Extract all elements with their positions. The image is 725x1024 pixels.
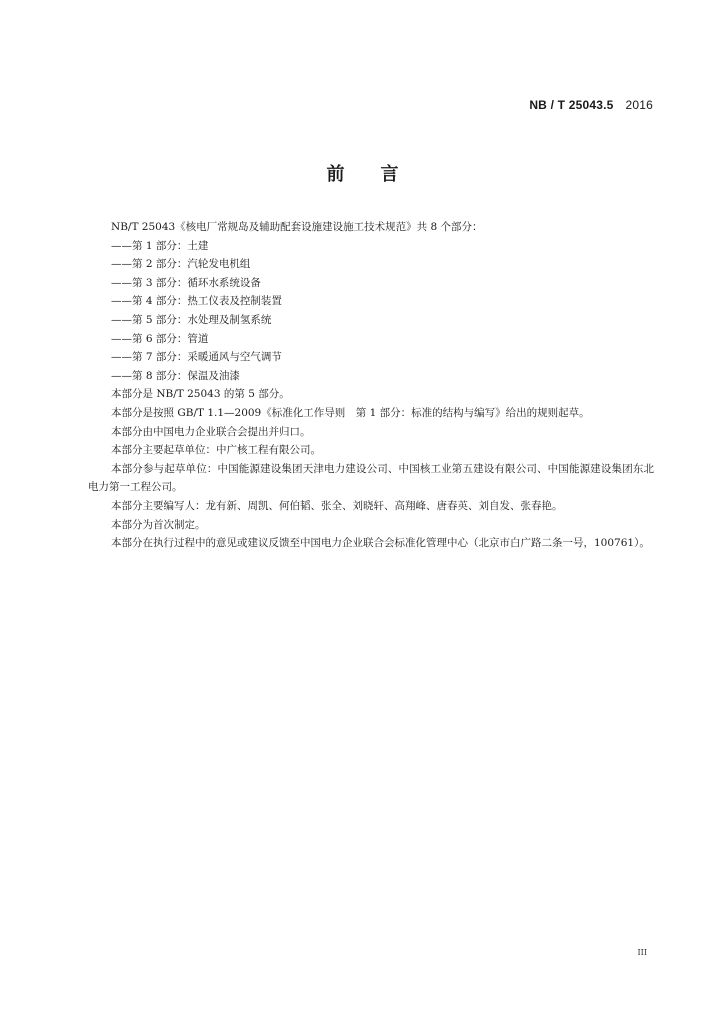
standard-code-header xyxy=(529,98,653,112)
list-item-part-5: ——第 5 部分：水处理及制氢系统 xyxy=(111,313,272,326)
paragraph-main-drafter: 本部分主要起草单位：中广核工程有限公司。 xyxy=(111,444,321,457)
page-title: 前言 xyxy=(326,164,435,185)
paragraph-proposer: 本部分由中国电力企业联合会提出并归口。 xyxy=(111,425,311,438)
list-item-part-4: ——第 4 部分：热工仪表及控制装置 xyxy=(111,295,282,308)
paragraph-authors: 本部分主要编写人：龙有新、周凯、何伯韬、张全、刘晓轩、高翔峰、唐春英、刘自发、张春艳。 xyxy=(111,499,563,512)
list-item-part-7: ——第 7 部分：采暖通风与空气调节 xyxy=(111,351,282,364)
foreword-body xyxy=(88,218,654,553)
list-item-part-6: ——第 6 部分：管道 xyxy=(111,332,209,345)
paragraph-part-statement: 本部分是 NB/T 25043 的第 5 部分。 xyxy=(111,388,290,401)
list-item-part-8: ——第 8 部分：保温及油漆 xyxy=(111,369,240,382)
list-item-part-2: ——第 2 部分：汽轮发电机组 xyxy=(111,258,251,271)
paragraph-drafting-rules: 本部分是按照 GB/T 1.1—2009《标准化工作导则 第 1 部分：标准的结构与编写》给出的规则起草。 xyxy=(111,406,590,419)
paragraph-participants: 本部分参与起草单位：中国能源建设集团天津电力建设公司、中国核工业第五建设有限公司、中国能源建设集团东北电力第一工程公司。 xyxy=(88,462,654,494)
page-number: III xyxy=(637,948,647,957)
paragraph-feedback: 本部分在执行过程中的意见或建议反馈至中国电力企业联合会标准化管理中心（北京市白广路二条一号，100761）。 xyxy=(111,537,650,550)
standard-code: NB / T 25043.5 xyxy=(529,98,614,112)
list-item-part-3: ——第 3 部分：循环水系统设备 xyxy=(111,276,261,289)
standard-year: 2016 xyxy=(625,98,653,112)
paragraph-intro: NB/T 25043《核电厂常规岛及辅助配套设施建设施工技术规范》共 8 个部分： xyxy=(111,221,483,233)
paragraph-first-edition: 本部分为首次制定。 xyxy=(111,518,206,531)
list-item-part-1: ——第 1 部分：土建 xyxy=(111,239,209,252)
